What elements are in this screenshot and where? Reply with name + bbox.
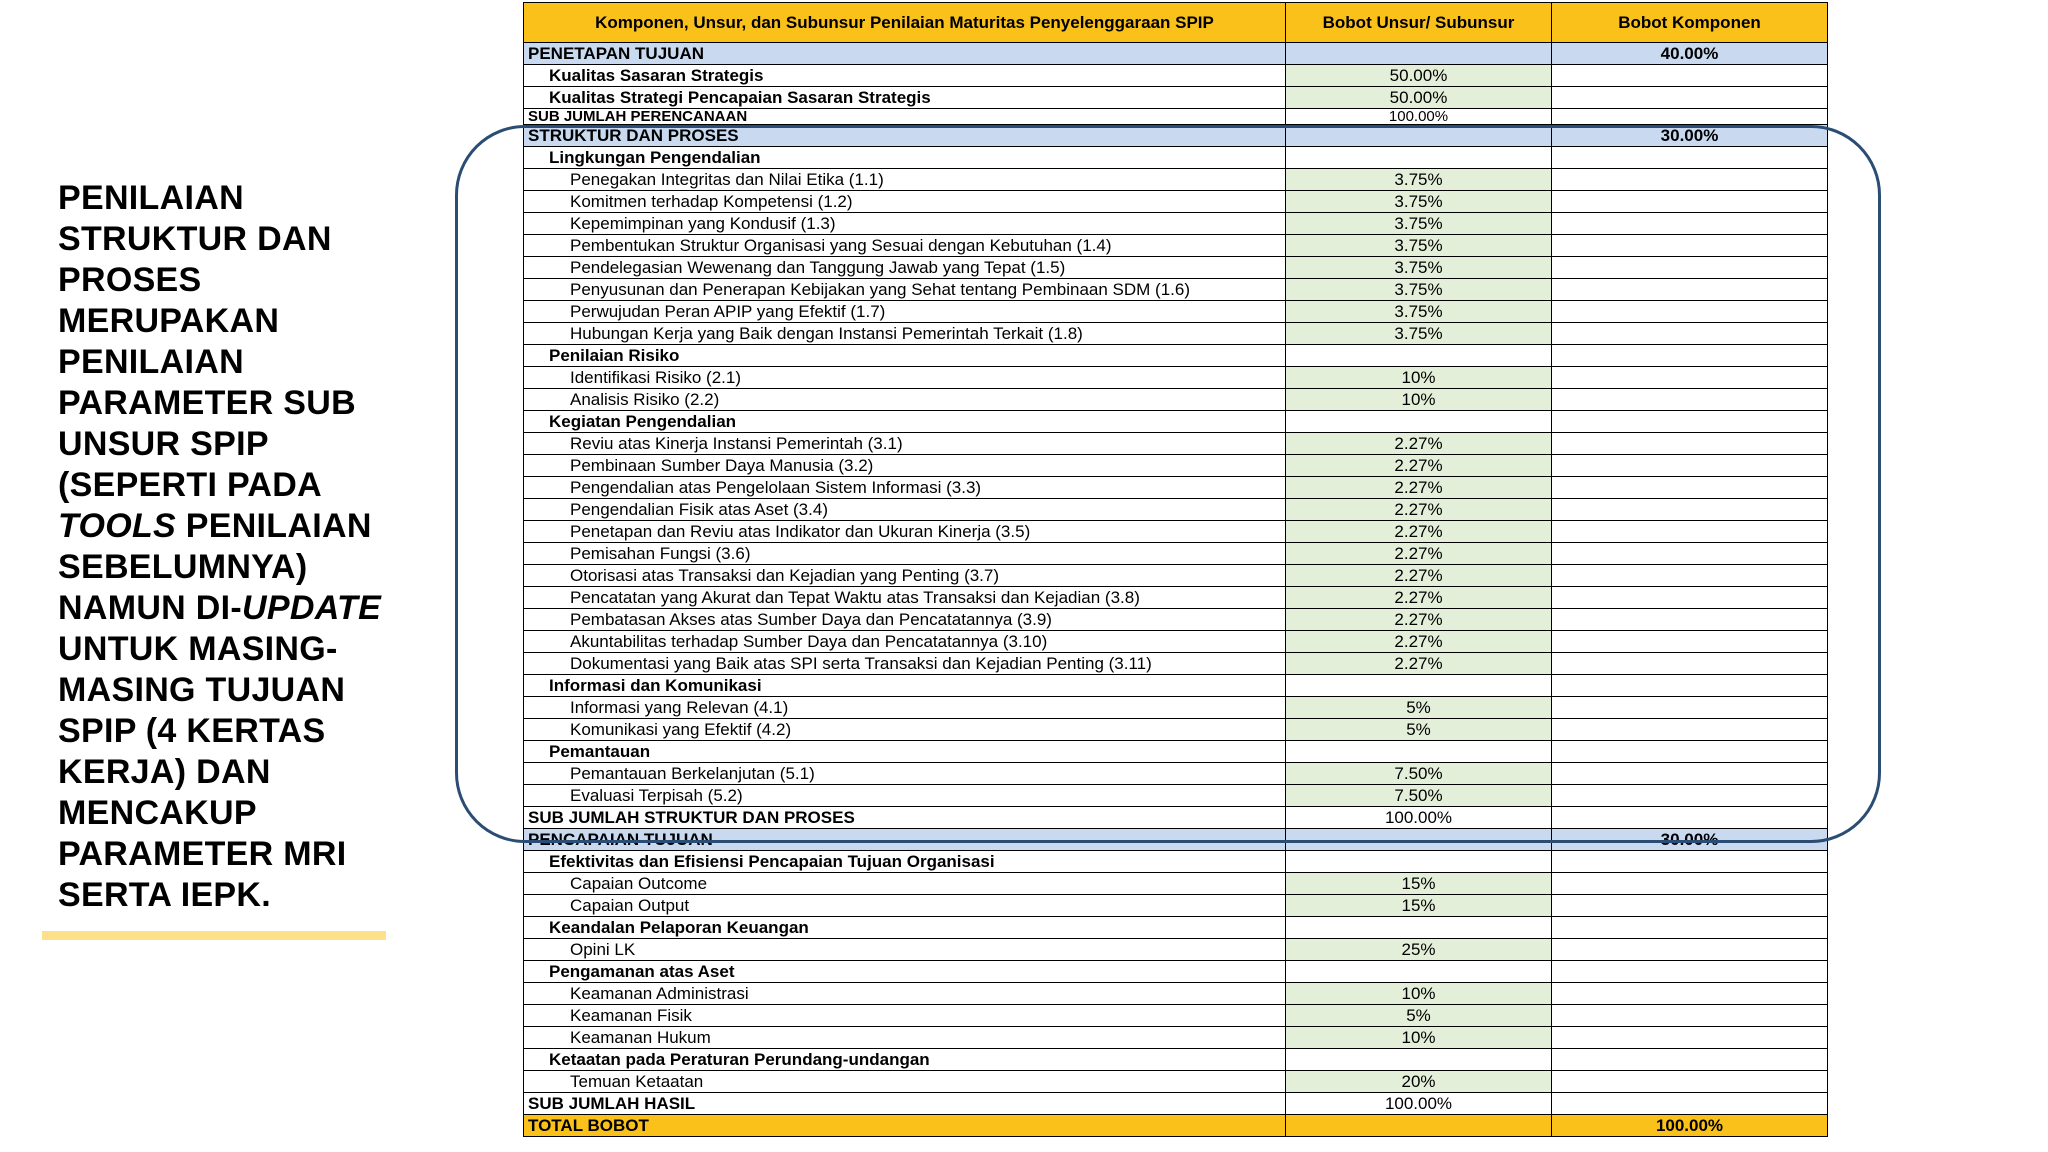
row-label: Kepemimpinan yang Kondusif (1.3) <box>524 213 1286 235</box>
row-label: Pendelegasian Wewenang dan Tanggung Jawab yang Tepat (1.5) <box>524 257 1286 279</box>
table-row <box>524 1005 1828 1027</box>
side-text-line: NAMUN DI-UPDATE <box>58 589 382 627</box>
row-unsur-weight: 50.00% <box>1286 87 1552 109</box>
row-unsur-weight <box>1286 43 1552 65</box>
row-label: Hubungan Kerja yang Baik dengan Instansi Pemerintah Terkait (1.8) <box>524 323 1286 345</box>
side-text-line: SPIP (4 KERTAS <box>58 712 326 750</box>
row-unsur-weight: 100.00% <box>1286 1093 1552 1115</box>
row-unsur-weight: 3.75% <box>1286 213 1552 235</box>
table-row <box>524 631 1828 653</box>
row-component-weight <box>1552 433 1828 455</box>
row-unsur-weight: 10% <box>1286 367 1552 389</box>
row-label: Keandalan Pelaporan Keuangan <box>524 917 1286 939</box>
side-text-line: PENILAIAN <box>58 179 244 217</box>
row-label: STRUKTUR DAN PROSES <box>524 125 1286 147</box>
row-component-weight <box>1552 87 1828 109</box>
table-row <box>524 895 1828 917</box>
table-row <box>524 389 1828 411</box>
row-unsur-weight: 2.27% <box>1286 543 1552 565</box>
row-label: Dokumentasi yang Baik atas SPI serta Transaksi dan Kejadian Penting (3.11) <box>524 653 1286 675</box>
side-text-line: KERJA) DAN <box>58 753 271 791</box>
row-label: Penegakan Integritas dan Nilai Etika (1.1) <box>524 169 1286 191</box>
table-row <box>524 675 1828 697</box>
side-text-line: UNTUK MASING- <box>58 630 338 668</box>
table-row <box>524 279 1828 301</box>
row-label: PENETAPAN TUJUAN <box>524 43 1286 65</box>
table-row <box>524 433 1828 455</box>
table-body <box>524 43 1828 1137</box>
row-label: Pengendalian Fisik atas Aset (3.4) <box>524 499 1286 521</box>
row-component-weight <box>1552 741 1828 763</box>
row-unsur-weight: 2.27% <box>1286 565 1552 587</box>
row-unsur-weight: 2.27% <box>1286 631 1552 653</box>
row-unsur-weight <box>1286 411 1552 433</box>
row-label: Lingkungan Pengendalian <box>524 147 1286 169</box>
row-component-weight <box>1552 521 1828 543</box>
row-component-weight <box>1552 587 1828 609</box>
row-unsur-weight: 10% <box>1286 1027 1552 1049</box>
table-row <box>524 609 1828 631</box>
table-row <box>524 763 1828 785</box>
side-text-line: SEBELUMNYA) <box>58 548 308 586</box>
row-label: Perwujudan Peran APIP yang Efektif (1.7) <box>524 301 1286 323</box>
row-component-weight <box>1552 257 1828 279</box>
row-unsur-weight: 2.27% <box>1286 521 1552 543</box>
row-unsur-weight <box>1286 961 1552 983</box>
row-unsur-weight: 2.27% <box>1286 455 1552 477</box>
row-component-weight <box>1552 367 1828 389</box>
row-component-weight: 40.00% <box>1552 43 1828 65</box>
table-row <box>524 917 1828 939</box>
row-label: SUB JUMLAH PERENCANAAN <box>524 109 1286 125</box>
table-row <box>524 1093 1828 1115</box>
row-component-weight <box>1552 917 1828 939</box>
row-label: Kegiatan Pengendalian <box>524 411 1286 433</box>
side-underline <box>42 931 386 940</box>
row-component-weight <box>1552 301 1828 323</box>
row-component-weight: 100.00% <box>1552 1115 1828 1137</box>
row-unsur-weight: 2.27% <box>1286 433 1552 455</box>
side-text-line: UNSUR SPIP <box>58 425 269 463</box>
side-text-line: PROSES <box>58 261 202 299</box>
row-component-weight <box>1552 961 1828 983</box>
row-label: Kualitas Sasaran Strategis <box>524 65 1286 87</box>
row-component-weight <box>1552 763 1828 785</box>
row-component-weight <box>1552 983 1828 1005</box>
row-unsur-weight: 25% <box>1286 939 1552 961</box>
row-unsur-weight: 10% <box>1286 389 1552 411</box>
row-unsur-weight: 15% <box>1286 895 1552 917</box>
row-component-weight <box>1552 191 1828 213</box>
table-row <box>524 43 1828 65</box>
row-unsur-weight: 2.27% <box>1286 653 1552 675</box>
row-unsur-weight: 2.27% <box>1286 499 1552 521</box>
row-component-weight <box>1552 477 1828 499</box>
side-text-line: PARAMETER MRI <box>58 835 347 873</box>
row-label: Efektivitas dan Efisiensi Pencapaian Tujuan Organisasi <box>524 851 1286 873</box>
row-label: Kualitas Strategi Pencapaian Sasaran Strategis <box>524 87 1286 109</box>
table-row <box>524 235 1828 257</box>
table-row <box>524 323 1828 345</box>
row-unsur-weight: 3.75% <box>1286 301 1552 323</box>
side-text-line: MASING TUJUAN <box>58 671 346 709</box>
table-row <box>524 213 1828 235</box>
table-row <box>524 477 1828 499</box>
row-label: TOTAL BOBOT <box>524 1115 1286 1137</box>
row-component-weight <box>1552 345 1828 367</box>
row-component-weight <box>1552 169 1828 191</box>
row-component-weight <box>1552 235 1828 257</box>
row-unsur-weight: 20% <box>1286 1071 1552 1093</box>
row-label: Capaian Output <box>524 895 1286 917</box>
side-text-italic: TOOLS <box>58 507 176 545</box>
row-component-weight: 30.00% <box>1552 829 1828 851</box>
row-component-weight <box>1552 807 1828 829</box>
row-component-weight <box>1552 873 1828 895</box>
table-row <box>524 65 1828 87</box>
row-unsur-weight: 3.75% <box>1286 279 1552 301</box>
row-unsur-weight: 15% <box>1286 873 1552 895</box>
row-unsur-weight: 3.75% <box>1286 191 1552 213</box>
header-unsur-weight: Bobot Unsur/ Subunsur <box>1286 3 1552 43</box>
table-row <box>524 499 1828 521</box>
row-unsur-weight <box>1286 125 1552 147</box>
side-text-line: TOOLS PENILAIAN <box>58 507 372 545</box>
row-unsur-weight: 7.50% <box>1286 763 1552 785</box>
header-component: Komponen, Unsur, dan Subunsur Penilaian Maturitas Penyelenggaraan SPIP <box>524 3 1286 43</box>
table-row <box>524 565 1828 587</box>
row-component-weight <box>1552 653 1828 675</box>
row-unsur-weight <box>1286 1049 1552 1071</box>
side-text-line: PENILAIAN <box>58 343 244 381</box>
table-row <box>524 345 1828 367</box>
row-label: Opini LK <box>524 939 1286 961</box>
row-label: Pemantauan Berkelanjutan (5.1) <box>524 763 1286 785</box>
table-row <box>524 961 1828 983</box>
table-row <box>524 873 1828 895</box>
row-label: Pembentukan Struktur Organisasi yang Sesuai dengan Kebutuhan (1.4) <box>524 235 1286 257</box>
row-label: Penyusunan dan Penerapan Kebijakan yang Sehat tentang Pembinaan SDM (1.6) <box>524 279 1286 301</box>
row-component-weight <box>1552 895 1828 917</box>
table-row <box>524 587 1828 609</box>
row-component-weight <box>1552 1093 1828 1115</box>
row-label: Keamanan Hukum <box>524 1027 1286 1049</box>
table-row <box>524 87 1828 109</box>
row-unsur-weight <box>1286 147 1552 169</box>
row-label: Pencatatan yang Akurat dan Tepat Waktu atas Transaksi dan Kejadian (3.8) <box>524 587 1286 609</box>
row-component-weight <box>1552 279 1828 301</box>
row-component-weight <box>1552 109 1828 125</box>
table-row <box>524 521 1828 543</box>
row-label: Keamanan Fisik <box>524 1005 1286 1027</box>
row-unsur-weight <box>1286 741 1552 763</box>
row-label: Temuan Ketaatan <box>524 1071 1286 1093</box>
row-unsur-weight: 50.00% <box>1286 65 1552 87</box>
row-component-weight <box>1552 697 1828 719</box>
row-component-weight <box>1552 719 1828 741</box>
header-component-weight: Bobot Komponen <box>1552 3 1828 43</box>
row-component-weight <box>1552 675 1828 697</box>
table-row <box>524 125 1828 147</box>
table-row <box>524 697 1828 719</box>
row-unsur-weight: 5% <box>1286 697 1552 719</box>
table-row <box>524 367 1828 389</box>
row-component-weight <box>1552 323 1828 345</box>
side-text-line: STRUKTUR DAN <box>58 220 332 258</box>
row-label: Penilaian Risiko <box>524 345 1286 367</box>
side-text-italic: UPDATE <box>242 589 382 627</box>
row-component-weight <box>1552 65 1828 87</box>
row-label: Akuntabilitas terhadap Sumber Daya dan Pencatatannya (3.10) <box>524 631 1286 653</box>
spip-weight-table <box>523 2 1828 1137</box>
row-unsur-weight: 2.27% <box>1286 609 1552 631</box>
row-unsur-weight <box>1286 917 1552 939</box>
row-unsur-weight <box>1286 675 1552 697</box>
row-unsur-weight: 10% <box>1286 983 1552 1005</box>
row-component-weight <box>1552 411 1828 433</box>
table-row <box>524 1027 1828 1049</box>
table-row <box>524 741 1828 763</box>
row-unsur-weight: 100.00% <box>1286 807 1552 829</box>
row-component-weight <box>1552 499 1828 521</box>
row-unsur-weight: 2.27% <box>1286 587 1552 609</box>
table-row <box>524 1115 1828 1137</box>
table-row <box>524 1071 1828 1093</box>
table-row <box>524 543 1828 565</box>
row-label: Penetapan dan Reviu atas Indikator dan Ukuran Kinerja (3.5) <box>524 521 1286 543</box>
side-text-line: SERTA IEPK. <box>58 876 271 914</box>
row-unsur-weight: 3.75% <box>1286 235 1552 257</box>
side-text-line: (SEPERTI PADA <box>58 466 322 504</box>
row-component-weight <box>1552 1071 1828 1093</box>
table-row <box>524 169 1828 191</box>
table-row <box>524 411 1828 433</box>
row-component-weight <box>1552 213 1828 235</box>
row-label: Informasi dan Komunikasi <box>524 675 1286 697</box>
row-unsur-weight: 3.75% <box>1286 323 1552 345</box>
table-row <box>524 719 1828 741</box>
row-label: Analisis Risiko (2.2) <box>524 389 1286 411</box>
row-component-weight <box>1552 543 1828 565</box>
row-unsur-weight: 2.27% <box>1286 477 1552 499</box>
table-row <box>524 983 1828 1005</box>
side-description <box>58 178 398 916</box>
row-unsur-weight: 3.75% <box>1286 257 1552 279</box>
row-unsur-weight <box>1286 1115 1552 1137</box>
side-text-line: PARAMETER SUB <box>58 384 356 422</box>
table-row <box>524 653 1828 675</box>
row-unsur-weight <box>1286 851 1552 873</box>
row-label: Identifikasi Risiko (2.1) <box>524 367 1286 389</box>
row-label: Pengamanan atas Aset <box>524 961 1286 983</box>
table-row <box>524 301 1828 323</box>
table-header-row <box>524 3 1828 43</box>
side-text-line: MERUPAKAN <box>58 302 280 340</box>
row-label: Reviu atas Kinerja Instansi Pemerintah (3.1) <box>524 433 1286 455</box>
row-label: Pembinaan Sumber Daya Manusia (3.2) <box>524 455 1286 477</box>
row-label: Pemantauan <box>524 741 1286 763</box>
row-component-weight <box>1552 851 1828 873</box>
row-component-weight <box>1552 1027 1828 1049</box>
row-label: Informasi yang Relevan (4.1) <box>524 697 1286 719</box>
row-label: PENCAPAIAN TUJUAN <box>524 829 1286 851</box>
table-row <box>524 455 1828 477</box>
row-label: SUB JUMLAH STRUKTUR DAN PROSES <box>524 807 1286 829</box>
row-label: Capaian Outcome <box>524 873 1286 895</box>
row-component-weight: 30.00% <box>1552 125 1828 147</box>
row-component-weight <box>1552 631 1828 653</box>
table-row <box>524 257 1828 279</box>
row-unsur-weight: 7.50% <box>1286 785 1552 807</box>
row-unsur-weight: 5% <box>1286 719 1552 741</box>
row-unsur-weight: 5% <box>1286 1005 1552 1027</box>
row-unsur-weight: 3.75% <box>1286 169 1552 191</box>
table-row <box>524 191 1828 213</box>
side-text-line: MENCAKUP <box>58 794 257 832</box>
row-component-weight <box>1552 1005 1828 1027</box>
row-label: Komitmen terhadap Kompetensi (1.2) <box>524 191 1286 213</box>
row-label: SUB JUMLAH HASIL <box>524 1093 1286 1115</box>
row-component-weight <box>1552 1049 1828 1071</box>
row-component-weight <box>1552 455 1828 477</box>
row-label: Otorisasi atas Transaksi dan Kejadian yang Penting (3.7) <box>524 565 1286 587</box>
row-label: Pengendalian atas Pengelolaan Sistem Informasi (3.3) <box>524 477 1286 499</box>
row-component-weight <box>1552 609 1828 631</box>
table-row <box>524 851 1828 873</box>
row-label: Ketaatan pada Peraturan Perundang-undangan <box>524 1049 1286 1071</box>
row-component-weight <box>1552 147 1828 169</box>
table-row <box>524 109 1828 125</box>
row-label: Pemisahan Fungsi (3.6) <box>524 543 1286 565</box>
table-row <box>524 939 1828 961</box>
row-component-weight <box>1552 939 1828 961</box>
row-label: Pembatasan Akses atas Sumber Daya dan Pencatatannya (3.9) <box>524 609 1286 631</box>
table-row <box>524 785 1828 807</box>
row-component-weight <box>1552 389 1828 411</box>
row-label: Komunikasi yang Efektif (4.2) <box>524 719 1286 741</box>
table-row <box>524 829 1828 851</box>
row-component-weight <box>1552 785 1828 807</box>
table-row <box>524 1049 1828 1071</box>
row-unsur-weight <box>1286 829 1552 851</box>
table-row <box>524 807 1828 829</box>
row-unsur-weight <box>1286 345 1552 367</box>
row-label: Keamanan Administrasi <box>524 983 1286 1005</box>
row-unsur-weight: 100.00% <box>1286 109 1552 125</box>
row-component-weight <box>1552 565 1828 587</box>
table-row <box>524 147 1828 169</box>
row-label: Evaluasi Terpisah (5.2) <box>524 785 1286 807</box>
